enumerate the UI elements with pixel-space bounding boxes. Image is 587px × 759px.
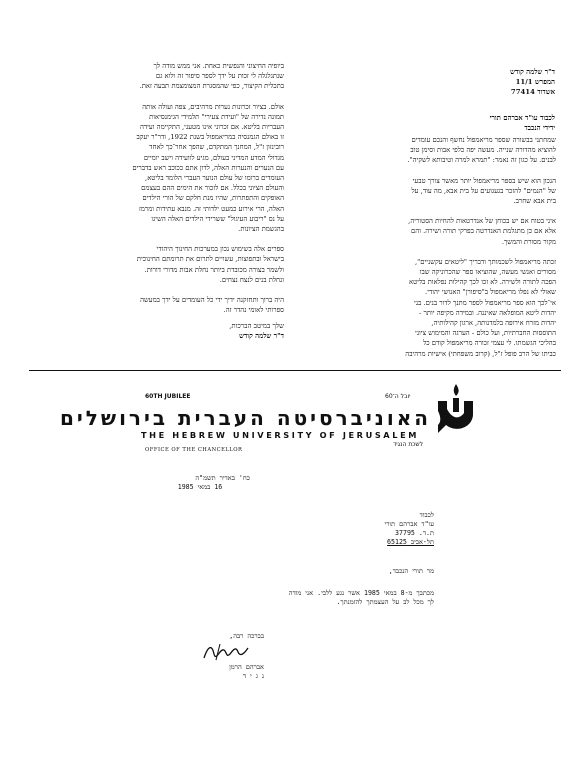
letter-line: זכתה מריאמפול לשכמותך ודבריך "ליטאים עקשניים", (414, 257, 556, 266)
closing-phrase: שלך במיטב הברכות, (229, 322, 284, 330)
letter-line: האופקים והתפתרות, שהיו מנת חלקם של הורי הילדים (142, 194, 284, 203)
body-line: מכתבך מ-8 במאי 1985 אשר נגע ללבי. אני מודה (288, 589, 434, 597)
second-letter-body (166, 589, 434, 607)
letter-line: אי־לכך הוא ספר מריאמפול לספר מתנך לדור בנים. בני (414, 298, 556, 307)
sender-street: המפרש 11/1 (515, 77, 555, 86)
letter-line: להוציא מהדורה שנייה. מעשה יפה כלפי אבות וסימן טוב (410, 146, 556, 155)
office-label-he: לשכת הנגיד (393, 441, 424, 448)
letter-line: לבנים. על כגון זה נאמר: "תמרא למרה וטיבותא לשקיה". (407, 156, 556, 165)
letter-line: האלה, הרי אירוע כמעט ילדותי זה. מנבא עתידות ומרמז (138, 204, 284, 213)
second-blessing: בברכה רבה, (229, 632, 264, 640)
letter-line: שמחתני בבשורה שספר מריאמפול נחשף והנכם עומדים (411, 136, 556, 144)
letter-line: של "הנמים" להזכר בגעגועים על בית אבא, מה עוד, על (411, 186, 556, 195)
letter-line: רובינזון ז"ל, המחנך המתקדם, שהפך אחר־כך לאחד (149, 143, 284, 152)
letter-paragraph (300, 216, 556, 247)
letter-line: שאולי לא נפלו מריאמפול ב"סיפורן" האנושי יהודי. (425, 288, 556, 297)
signer-block (196, 663, 264, 681)
recipient-line: תל-אביב 65125 (387, 538, 434, 546)
addressee-greeting: ידידי הנכבד (524, 123, 555, 132)
letter-line: כביתו של הרב פופל ז"ל, (קרוב משפחתי) אישיות מרהיבה (405, 349, 556, 358)
university-name-he: האוניברסיטה העברית בירושלים (59, 406, 431, 430)
letter-right-column (300, 135, 556, 369)
closing-signature: ד"ר שלמה קודש (239, 332, 284, 340)
letter-line: על נס "ריבוע העיגול" ששרידי הילדים האלה השיגו (151, 214, 284, 223)
letter-line: תמונה נדירה של "ועידת צעירי" תלמידי הגימנסיאות (149, 112, 284, 121)
page-divider (29, 370, 561, 371)
letter-left-column (28, 61, 284, 325)
body-line: לך מכל לב על העצמתך להזמנתך. (336, 598, 434, 606)
letter-line: והעולם הציוני בכלל. אם לזכור את הימים ההם בעצמם (141, 184, 284, 193)
letter-paragraph (300, 176, 556, 207)
letter-line: בישראל ובתפוצות, עשויים לתרום את תרומתם החינוכית (136, 255, 284, 264)
letter-line: ספרותי לאומי נהדר זה. (223, 306, 284, 315)
letter-line: יהדות ליטא המופלאה שאיננה. ובמידה מקיפה יותר - (419, 308, 556, 317)
letter-line: עם הנערים והנערות האלה, לדון אתם ככוכב ראש בדברים (132, 163, 284, 172)
letter-paragraph (28, 61, 284, 92)
letter-line: הפכה לתורה ולשירה. לא זכו לכך קהילות נפלאות בליטא (408, 278, 556, 287)
letter-line: מקור מסורת והמשך. (501, 237, 556, 246)
letter-line: ונחלת בנים לנצח נצחים. (219, 275, 284, 284)
date-hebrew: כח' באדיר תשמ"ה (195, 474, 250, 482)
letter-line: אלא אם כן מתגלמת האנדרטה בפרקי תורה ושירה. והם (411, 227, 556, 236)
signer-name: אברהם הרמן (229, 663, 264, 671)
letter-line: זו באולם הגמנסיה במריאמפול בשנת 1922, ודר"ר יעקב (136, 133, 284, 142)
letter-line: התוססות החברתיות, ועל כולם - הערגה והמימוש ציוני (415, 329, 556, 338)
letter-line: אולם. בציור זכרונות נערות מרהיבים, צפה ועולה אותה (142, 102, 284, 111)
sender-block (380, 68, 555, 97)
addressee-name: לכבוד עו"ד אברהם תורי (489, 114, 555, 122)
letter-line: מסורים ואנשי מעשה, שהוציאו ספר שהכרוניקה שבו (419, 268, 556, 277)
letter-line: יהדות מזרח אירופה בלמדנותה, ארגון קהילותיה, (431, 319, 556, 328)
letter-paragraph (300, 257, 556, 359)
letter-line: העבריות בליטא. אם זכרוני אינו מטעני, התקיימה ועידה (139, 123, 284, 132)
letter-line: היה ברוך ותחזקנה ידיך ידי כל העומדים על ידך במעשה (140, 296, 284, 305)
jubilee-label-he: יובל ה־60 (385, 393, 411, 400)
letter-line: העומדים ברומו של עולם הנוער העברי הלומד בליטא, (145, 174, 284, 183)
letter-line: שנתגלגלה לי זכות על ידך לספר סיפור זה ולוא גם (155, 72, 284, 81)
letter-line: ביופיה החיצוני והנפשית כאחת. אני ממש מודה לך (153, 62, 284, 70)
letter-line: בהליכי הגשמתו. לי עצמי זכורה מריאמפול קודם כל (423, 339, 556, 348)
sender-name: ד"ר שלמה קודש (510, 68, 555, 76)
letter-paragraph (28, 102, 284, 235)
letter-line: איני בטוח אם יש בכוחן של אנדרטאות להחיות הסטוריה, (408, 217, 556, 226)
university-name-en: THE HEBREW UNIVERSITY OF JERUSALEM (140, 430, 420, 440)
recipient-line: עו"ד אברהם תורי (384, 520, 434, 528)
letter-paragraph (28, 244, 284, 285)
recipient-line: לכבוד (419, 511, 434, 519)
letter-paragraph (28, 295, 284, 315)
letter-line: ספרים אלה בשימוש נכון במערכות החינוך היהודי (156, 245, 284, 254)
closing-block (150, 321, 284, 341)
letter-line: בתכלית הקיצור, כפי שהמסגרת המצומצמת תבעה זאת. (139, 82, 284, 91)
recipient-address (330, 511, 434, 547)
addressee-block (380, 114, 555, 134)
letter-date (150, 474, 250, 492)
signer-title: נ ג י ד (242, 672, 264, 680)
letter-line: בית אבא שחרב. (513, 197, 556, 206)
recipient-line: ת.ד. 37795 (395, 529, 434, 537)
letter-line: מגדולי המדע המדיני בעולם, מגיע לוועידה וישב יומיים (143, 153, 284, 162)
letter-line: בהגשמת הציונות. (238, 225, 284, 234)
sender-city: אשדוד 77414 (510, 87, 555, 96)
letter-line: ולשמר בצורה מכובדת ביותר נחלת אבות מדורי דורות. (144, 265, 284, 274)
date-gregorian: 16 במאי 1985 (177, 483, 223, 491)
university-logo (434, 381, 478, 435)
second-salutation: מר תורי הנכבד, (388, 567, 434, 575)
letter-paragraph (300, 135, 556, 166)
jubilee-label-en: 60TH JUBILEE (145, 393, 191, 400)
letter-line: הנכון הוא שיש בספר מריאמפול יותר מאשר צורך טבעי (412, 176, 556, 185)
office-label-en: OFFICE OF THE CHANCELLOR (145, 447, 243, 453)
